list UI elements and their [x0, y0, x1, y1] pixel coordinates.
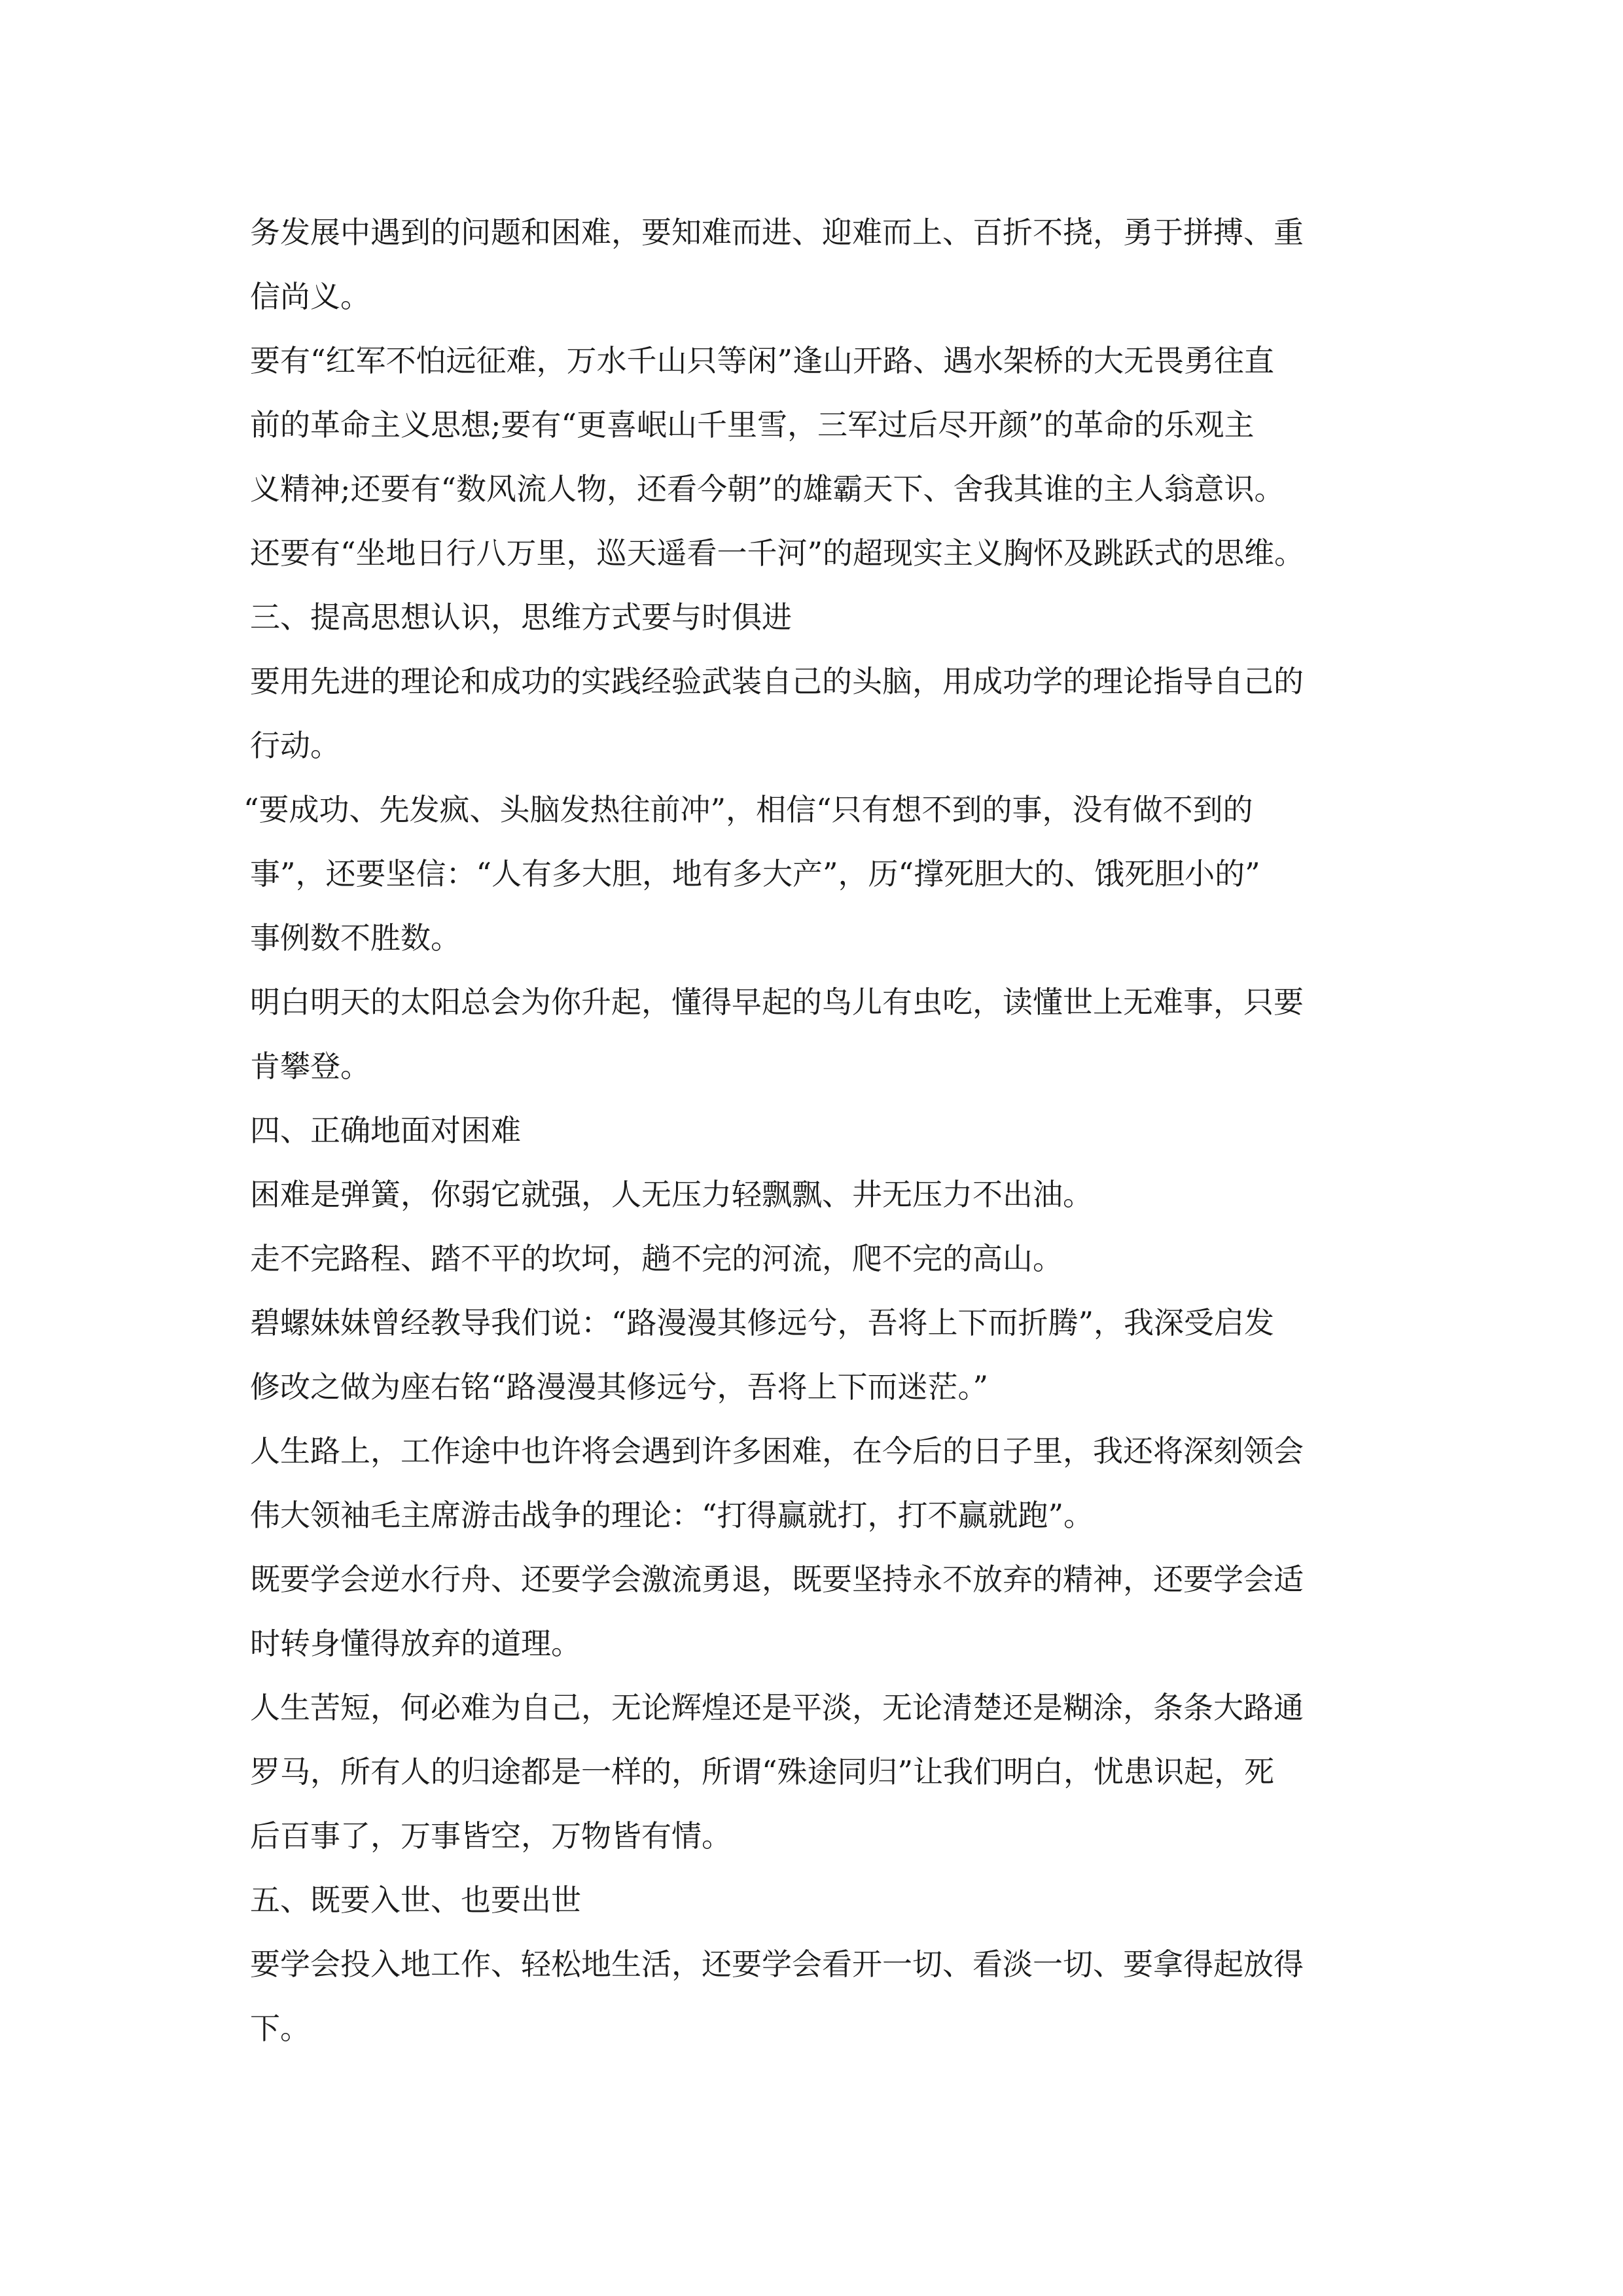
text-line: 下。	[250, 2011, 310, 2046]
text-line: 要学会投入地工作、轻松地生活，还要学会看开一切、看淡一切、要拿得起放得	[250, 1946, 1304, 1982]
text-line: 后百事了，万事皆空，万物皆有情。	[250, 1818, 732, 1854]
text-line: 明白明天的太阳总会为你升起，懂得早起的鸟儿有虫吃，读懂世上无难事，只要	[250, 984, 1304, 1020]
text-line: 事例数不胜数。	[250, 920, 461, 956]
text-line: 要有“红军不怕远征难，万水千山只等闲”逢山开路、遇水架桥的大无畏勇往直	[250, 343, 1275, 378]
document-body	[243, 200, 1402, 2060]
text-line: 时转身懂得放弃的道理。	[250, 1626, 581, 1661]
section-heading: 五、既要入世、也要出世	[250, 1882, 581, 1918]
text-line: 伟大领袖毛主席游击战争的理论：“打得赢就打，打不赢就跑”。	[250, 1498, 1094, 1533]
section-heading: 三、提高思想认识，思维方式要与时俱进	[250, 600, 792, 635]
text-line: 行动。	[250, 728, 340, 763]
text-line: 还要有“坐地日行八万里，巡天遥看一千河”的超现实主义胸怀及跳跃式的思维。	[250, 535, 1305, 571]
text-line: 困难是弹簧，你弱它就强，人无压力轻飘飘、井无压力不出油。	[250, 1177, 1093, 1212]
text-line: 要用先进的理论和成功的实践经验武装自己的头脑，用成功学的理论指导自己的	[250, 664, 1304, 699]
text-line: “要成功、先发疯、头脑发热往前冲”，相信“只有想不到的事，没有做不到的	[243, 792, 1253, 827]
text-line: 前的革命主义思想;要有“更喜岷山千里雪，三军过后尽开颜”的革命的乐观主	[250, 407, 1255, 442]
text-line: 务发展中遇到的问题和困难，要知难而进、迎难而上、百折不挠，勇于拼搏、重	[250, 215, 1304, 250]
section-heading: 四、正确地面对困难	[250, 1113, 521, 1148]
text-line: 人生路上，工作途中也许将会遇到许多困难，在今后的日子里，我还将深刻领会	[250, 1433, 1304, 1469]
text-line: 修改之做为座右铭“路漫漫其修远兮，吾将上下而迷茫。”	[250, 1369, 989, 1405]
text-line: 罗马，所有人的归途都是一样的，所谓“殊途同归”让我们明白，忧患识起，死	[250, 1754, 1275, 1789]
text-line: 人生苦短，何必难为自己，无论辉煌还是平淡，无论清楚还是糊涂，条条大路通	[250, 1690, 1304, 1725]
text-line: 走不完路程、踏不平的坎坷，趟不完的河流，爬不完的高山。	[250, 1241, 1063, 1276]
text-line: 事”，还要坚信：“人有多大胆，地有多大产”，历“撑死胆大的、饿死胆小的”	[250, 856, 1260, 891]
text-line: 肯攀登。	[250, 1049, 370, 1084]
text-line: 碧螺妹妹曾经教导我们说：“路漫漫其修远兮，吾将上下而折腾”，我深受启发	[250, 1305, 1275, 1340]
text-line: 信尚义。	[250, 279, 370, 314]
text-line: 既要学会逆水行舟、还要学会激流勇退，既要坚持永不放弃的精神，还要学会适	[250, 1562, 1304, 1597]
text-line: 义精神;还要有“数风流人物，还看今朝”的雄霸天下、舍我其谁的主人翁意识。	[250, 471, 1285, 507]
